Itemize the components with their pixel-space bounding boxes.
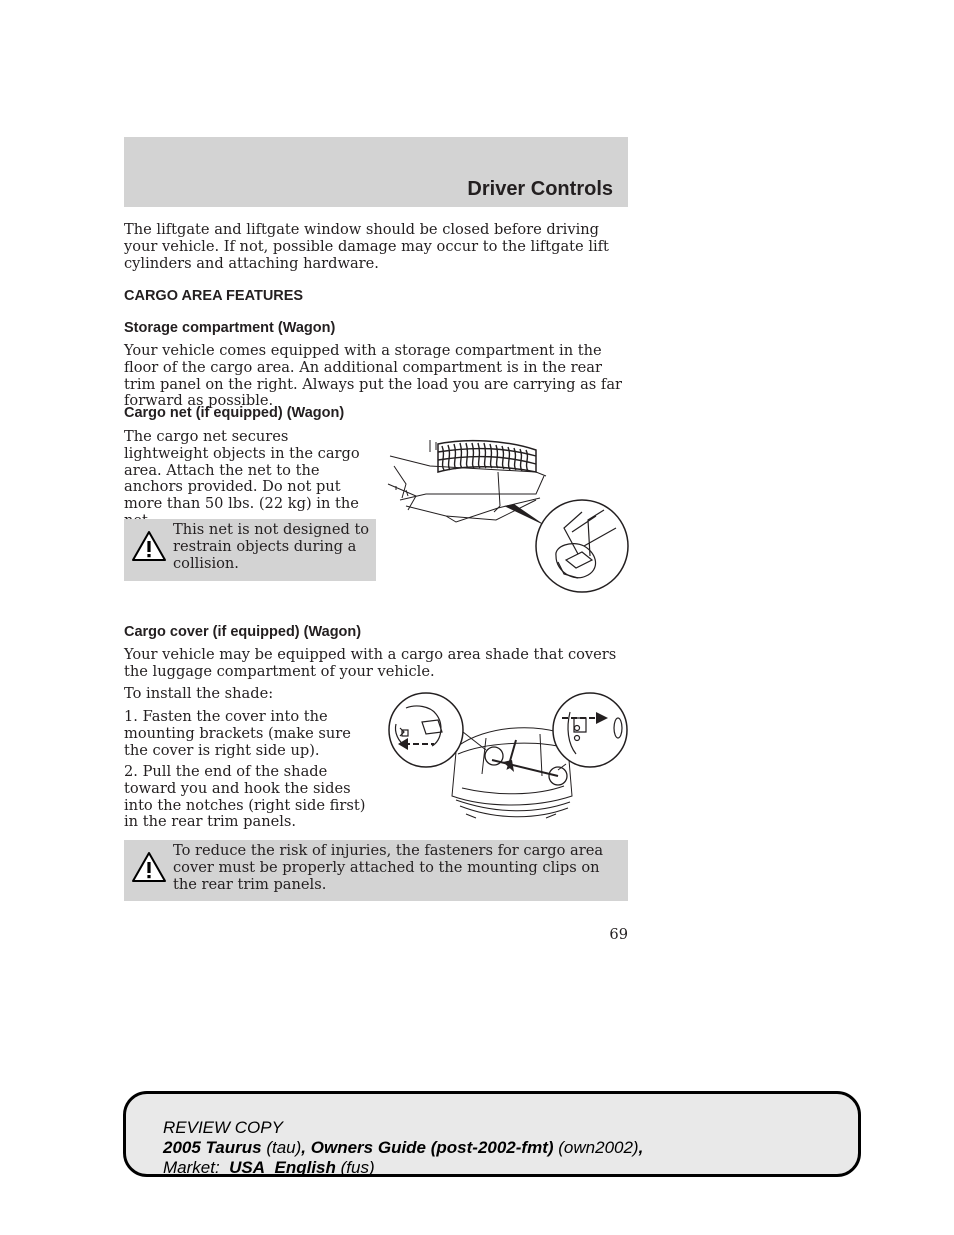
review-copy-footer bbox=[123, 1091, 861, 1177]
footer-market-line bbox=[163, 1158, 858, 1178]
section-header-bar bbox=[124, 137, 628, 207]
footer-market-label: Market: bbox=[163, 1158, 220, 1177]
footer-model: 2005 Taurus bbox=[163, 1138, 262, 1157]
footer-separator: , bbox=[301, 1138, 307, 1157]
storage-compartment-text: Your vehicle comes equipped with a storage compartment in the floor of the cargo area. An additional compartment is in the rear trim panel on the right. Always put the load you are carrying as far forward as possible. bbox=[124, 342, 622, 410]
footer-market: USA_English bbox=[229, 1158, 336, 1177]
cargo-net-heading: Cargo net (if equipped) (Wagon) bbox=[124, 405, 345, 421]
footer-guide-line bbox=[163, 1138, 858, 1158]
cargo-cover-warning-text: To reduce the risk of injuries, the fasteners for cargo area cover must be properly attached to the mounting clips on the rear trim panels. bbox=[173, 842, 604, 893]
warning-triangle-icon bbox=[131, 851, 167, 883]
cargo-cover-illustration bbox=[386, 688, 632, 828]
footer-guide: Owners Guide (post-2002-fmt) bbox=[310, 1138, 554, 1157]
cargo-area-heading: CARGO AREA FEATURES bbox=[124, 288, 304, 304]
section-title: Driver Controls bbox=[467, 178, 613, 200]
cargo-net-illustration bbox=[386, 436, 632, 596]
cargo-net-warning bbox=[124, 519, 376, 581]
install-step-2: 2. Pull the end of the shade toward you and hook the sides into the notches (right side first) in the rear trim panels. bbox=[124, 763, 366, 831]
install-intro: To install the shade: bbox=[124, 685, 274, 702]
footer-separator: , bbox=[638, 1138, 644, 1157]
intro-paragraph: The liftgate and liftgate window should be closed before driving your vehicle. If not, possible damage may occur to the liftgate lift cylinders and attaching hardware. bbox=[124, 221, 609, 272]
footer-market-code: (fus) bbox=[340, 1158, 375, 1177]
install-step-1: 1. Fasten the cover into the mounting brackets (make sure the cover is right side up). bbox=[124, 708, 351, 759]
review-copy-label: REVIEW COPY bbox=[163, 1118, 283, 1137]
storage-compartment-heading: Storage compartment (Wagon) bbox=[124, 320, 336, 336]
footer-model-code: (tau) bbox=[266, 1138, 302, 1157]
cargo-cover-heading: Cargo cover (if equipped) (Wagon) bbox=[124, 624, 362, 640]
warning-triangle-icon bbox=[131, 530, 167, 562]
cargo-net-text: The cargo net secures lightweight objects in the cargo area. Attach the net to the anchors provided. Do not put more than 50 lbs. (22 kg) in the bbox=[124, 428, 360, 513]
cargo-cover-warning bbox=[124, 840, 628, 901]
footer-guide-code: (own2002) bbox=[558, 1138, 639, 1157]
cargo-cover-text: Your vehicle may be equipped with a cargo area shade that covers the luggage compartment of your vehicle. bbox=[124, 646, 617, 680]
page-number: 69 bbox=[609, 926, 628, 943]
cargo-net-warning-text: This net is not designed to restrain objects during a collision. bbox=[173, 521, 370, 572]
